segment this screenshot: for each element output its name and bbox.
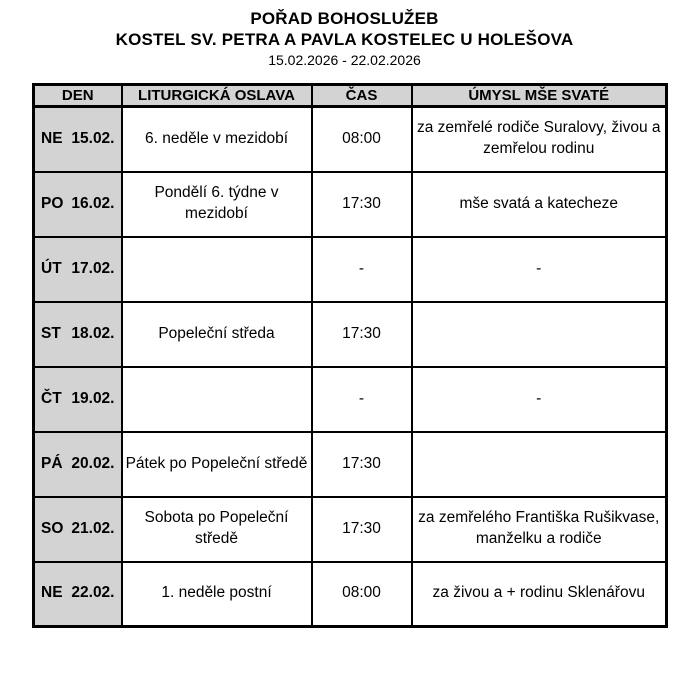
intention-cell (412, 432, 667, 497)
celebration-cell: Popeleční středa (122, 302, 312, 367)
day-inner (41, 129, 115, 150)
day-cell (34, 562, 122, 627)
day-date: 20.02. (71, 454, 115, 472)
day-abbr: NE (41, 584, 63, 602)
day-inner (41, 259, 115, 280)
day-inner (41, 194, 115, 215)
day-cell (34, 237, 122, 302)
page-title: POŘAD BOHOSLUŽEB (250, 9, 439, 28)
time-cell: - (312, 367, 412, 432)
celebration-cell: 1. neděle postní (122, 562, 312, 627)
day-abbr: ČT (41, 389, 62, 407)
time-cell: 17:30 (312, 432, 412, 497)
day-cell (34, 367, 122, 432)
day-cell (34, 302, 122, 367)
celebration-cell (122, 237, 312, 302)
col-header-time: ČAS (312, 85, 412, 107)
table-row (34, 172, 667, 237)
date-range: 15.02.2026 - 22.02.2026 (268, 52, 421, 68)
time-cell: 17:30 (312, 172, 412, 237)
page-subtitle: KOSTEL SV. PETRA A PAVLA KOSTELEC U HOLEŠOVA (115, 30, 574, 49)
day-cell (34, 107, 122, 172)
day-abbr: PÁ (41, 454, 63, 472)
col-header-den: DEN (34, 85, 122, 107)
intention-cell: za živou a + rodinu Sklenářovu (412, 562, 667, 627)
day-date: 16.02. (71, 194, 115, 212)
celebration-cell (122, 367, 312, 432)
day-cell (34, 497, 122, 562)
day-inner (41, 583, 115, 604)
day-inner (41, 324, 115, 345)
day-date: 19.02. (71, 389, 115, 407)
document-title-block (0, 0, 689, 71)
day-abbr: NE (41, 129, 63, 147)
celebration-cell: Pátek po Popeleční středě (122, 432, 312, 497)
time-cell: - (312, 237, 412, 302)
table-row (34, 562, 667, 627)
day-date: 18.02. (71, 324, 115, 342)
day-inner (41, 519, 115, 540)
celebration-cell: Sobota po Popeleční středě (122, 497, 312, 562)
celebration-cell: Pondělí 6. týdne v mezidobí (122, 172, 312, 237)
day-abbr: SO (41, 519, 64, 537)
col-header-intention: ÚMYSL MŠE SVATÉ (412, 85, 667, 107)
time-cell: 17:30 (312, 497, 412, 562)
table-row (34, 432, 667, 497)
header-row (34, 85, 667, 107)
intention-cell: - (412, 237, 667, 302)
intention-cell (412, 302, 667, 367)
day-date: 15.02. (71, 129, 115, 147)
intention-cell: - (412, 367, 667, 432)
schedule-table-body (34, 107, 667, 627)
day-abbr: ÚT (41, 259, 62, 277)
intention-cell: za zemřelého Františka Rušikvase, manželku a rodiče (412, 497, 667, 562)
table-row (34, 107, 667, 172)
schedule-table-header (34, 85, 667, 107)
table-row (34, 237, 667, 302)
day-inner (41, 389, 115, 410)
table-row (34, 497, 667, 562)
schedule-table (32, 83, 668, 628)
day-date: 21.02. (71, 519, 115, 537)
day-cell (34, 432, 122, 497)
col-header-celebration: LITURGICKÁ OSLAVA (122, 85, 312, 107)
day-inner (41, 454, 115, 475)
intention-cell: mše svatá a katecheze (412, 172, 667, 237)
time-cell: 08:00 (312, 562, 412, 627)
time-cell: 17:30 (312, 302, 412, 367)
day-date: 22.02. (71, 584, 115, 602)
day-abbr: PO (41, 194, 64, 212)
day-date: 17.02. (71, 259, 115, 277)
table-row (34, 367, 667, 432)
table-row (34, 302, 667, 367)
time-cell: 08:00 (312, 107, 412, 172)
celebration-cell: 6. neděle v mezidobí (122, 107, 312, 172)
day-abbr: ST (41, 324, 61, 342)
day-cell (34, 172, 122, 237)
intention-cell: za zemřelé rodiče Suralovy, živou a zemřelou rodinu (412, 107, 667, 172)
